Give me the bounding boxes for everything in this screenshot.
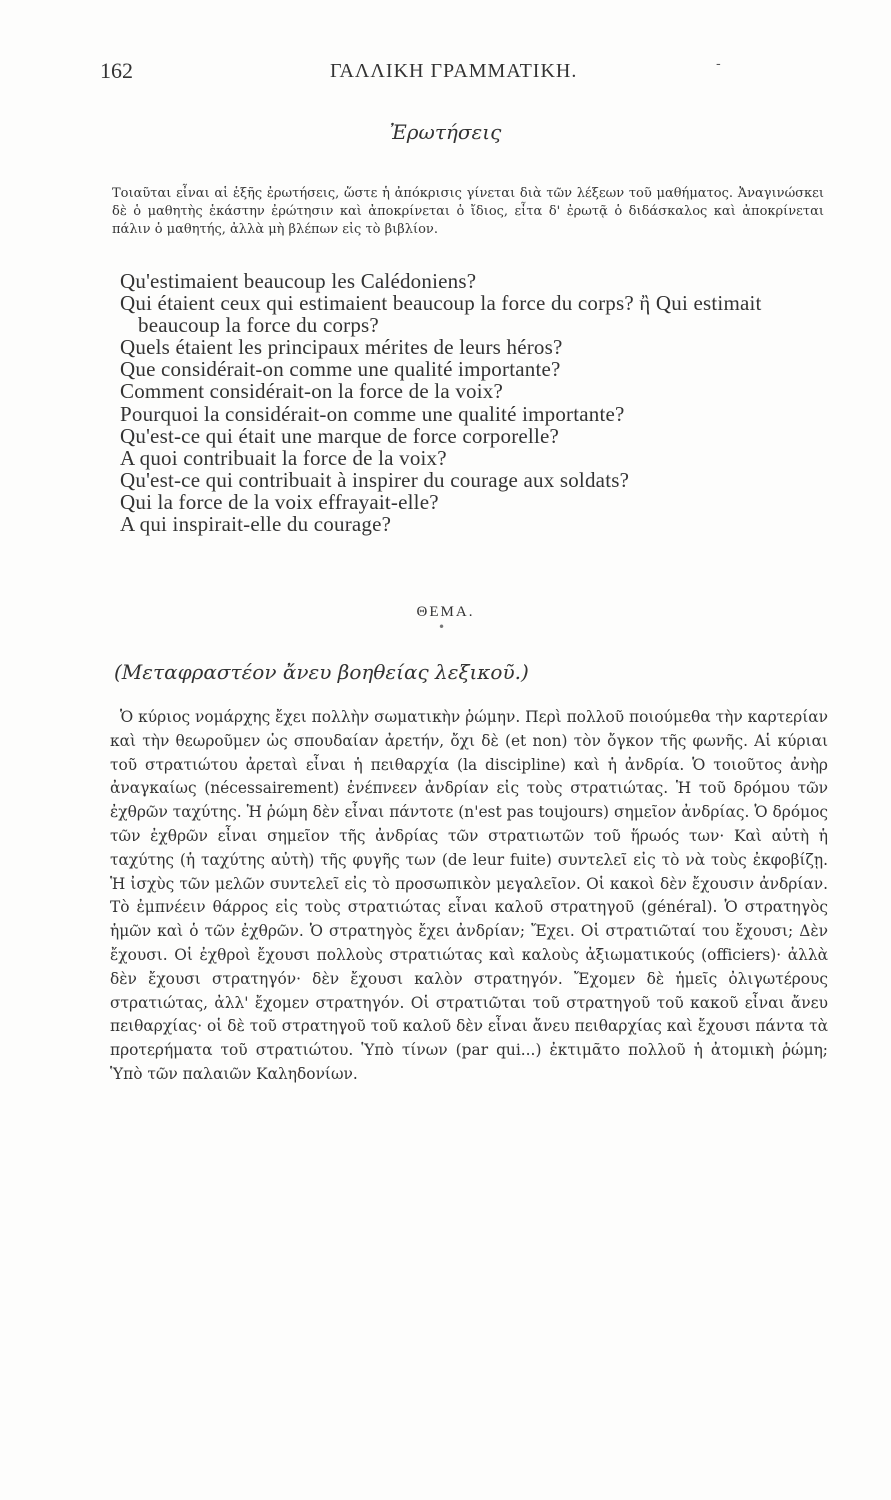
exercise-paragraph: Ὁ κύριος νομάρχης ἔχει πολλὴν σωματικὴν ῥώμην. Περὶ πολλοῦ ποιούμεθα τὴν καρτερίαν καὶ τὴν θεωροῦμεν ὡς σπουδαίαν ἀρετήν, ὄχι δὲ (et non) τὸν ὄγκον τῆς φωνῆς. Αἱ κύριαι τοῦ στρατιώτου ἀρεταὶ εἶναι ἡ πειθαρχία (la discipline) καὶ ἡ ἀνδρία. Ὁ τοιοῦτος ἀνὴρ ἀναγκαίως (nécessairement) ἐνέπνεεν ἀνδρίαν εἰς τοὺς στρατιώτας. Ἡ τοῦ δρόμου τῶν ἐχθρῶν ταχύτης. Ἡ ῥώμη δὲν εἶναι πάντοτε (n'est pas toujours) σημεῖον ἀνδρίας. Ὁ δρόμος τῶν ἐχθρῶν εἶναι σημεῖον τῆς ἀνδρίας τῶν στρατιωτῶν τοῦ ἥρωός των· Καὶ αὐτὴ ἡ ταχύτης (ἡ ταχύτης αὐτὴ) τῆς φυγῆς των (de leur fuite) συντελεῖ εἰς τὸ νὰ τοὺς ἐκφοβίζῃ. Ἡ ἰσχὺς τῶν μελῶν συντελεῖ εἰς τὸ προσωπικὸν μεγαλεῖον. Οἱ κακοὶ δὲν ἔχουσιν ἀνδρίαν. Τὸ ἐμπνέειν θάρρος εἰς τοὺς στρατιώτας εἶναι καλοῦ στρατηγοῦ (général). Ὁ στρατηγὸς ἡμῶν καὶ ὁ τῶν ἐχθρῶν. Ὁ στρατηγὸς ἔχει ἀνδρίαν; Ἔχει. Οἱ στρατιῶταί του ἔχουσι; Δὲν ἔχουσι. Οἱ ἐχθροὶ ἔχουσι πολλοὺς στρατιώτας καὶ καλοὺς ἀξιωματικούς (officiers)· ἀλλὰ δὲν ἔχουσι στρατηγόν· δὲν ἔχουσι καλὸν στρατηγόν. Ἔχομεν δὲ ἡμεῖς ὀλιγωτέρους στρατιώτας, ἀλλ' ἔχομεν στρατηγόν. Οἱ στρατιῶται τοῦ στρατηγοῦ τοῦ κακοῦ εἶναι ἄνευ πειθαρχίας· οἱ δὲ τοῦ στρατηγοῦ τοῦ καλοῦ δὲν εἶναι ἄνευ πειθαρχίας καὶ ἔχουσι πάντα τὰ προτερήματα τοῦ στρατιώτου. Ὑπὸ τίνων (par qui...) ἐκτιμᾶτο πολλοῦ ἡ ἀτομικὴ ῥώμη; Ὑπὸ τῶν παλαιῶν Καληδονίων. — [110, 708, 828, 1083]
question-item: Qui étaient ceux qui estimaient beaucoup la force du corps? ἢ Qui estimait beaucoup la force du corps? — [120, 291, 762, 338]
question-item: Comment considérait-on la force de la voix? — [120, 379, 503, 404]
intro-paragraph: Τοιαῦται εἶναι αἱ ἑξῆς ἐρωτήσεις, ὥστε ἡ ἀπόκρισις γίνεται διὰ τῶν λέξεων τοῦ μαθήματος. Ἀναγινώσκει δὲ ὁ μαθητὴς ἑκάστην ἐρώτησιν καὶ ἀποκρίνεται ὁ ἴδιος, εἶτα δ' ἐρωτᾷ ὁ διδάσκαλος καὶ ἀποκρίνεται πάλιν ὁ μαθητής, ἀλλὰ μὴ βλέπων εἰς τὸ βιβλίον. — [112, 186, 824, 237]
question-item: Quels étaient les principaux mérites de leurs héros? — [120, 335, 563, 360]
page-number: 162 — [100, 58, 133, 83]
question-item: Qu'est-ce qui était une marque de force corporelle? — [120, 423, 560, 448]
question-list — [120, 270, 830, 535]
question-item: Que considérait-on comme une qualité importante? — [120, 357, 561, 382]
header-mark: - — [716, 56, 721, 72]
translation-instruction: (Μεταφραστέον ἄνευ βοηθείας λεξικοῦ.) — [114, 660, 529, 684]
question-item: Qu'est-ce qui contribuait à inspirer du courage aux soldats? — [120, 467, 630, 492]
page-header — [100, 58, 820, 98]
question-item: A quoi contribuait la force de la voix? — [120, 445, 447, 470]
question-item: A qui inspirait-elle du courage? — [120, 512, 392, 537]
theme-heading: ΘΕΜΑ. — [416, 604, 475, 620]
section-heading: Ἐρωτήσεις — [389, 120, 502, 144]
running-title: ΓΑΛΛΙΚΗ ΓΡΑΜΜΑΤΙΚΗ. — [330, 60, 578, 82]
question-item: Qu'estimaient beaucoup les Calédoniens? — [120, 269, 477, 293]
question-item: Qui la force de la voix effrayait-elle? — [120, 489, 439, 514]
ornament-dot: • — [438, 620, 446, 634]
question-item: Pourquoi la considérait-on comme une qualité importante? — [120, 401, 625, 426]
